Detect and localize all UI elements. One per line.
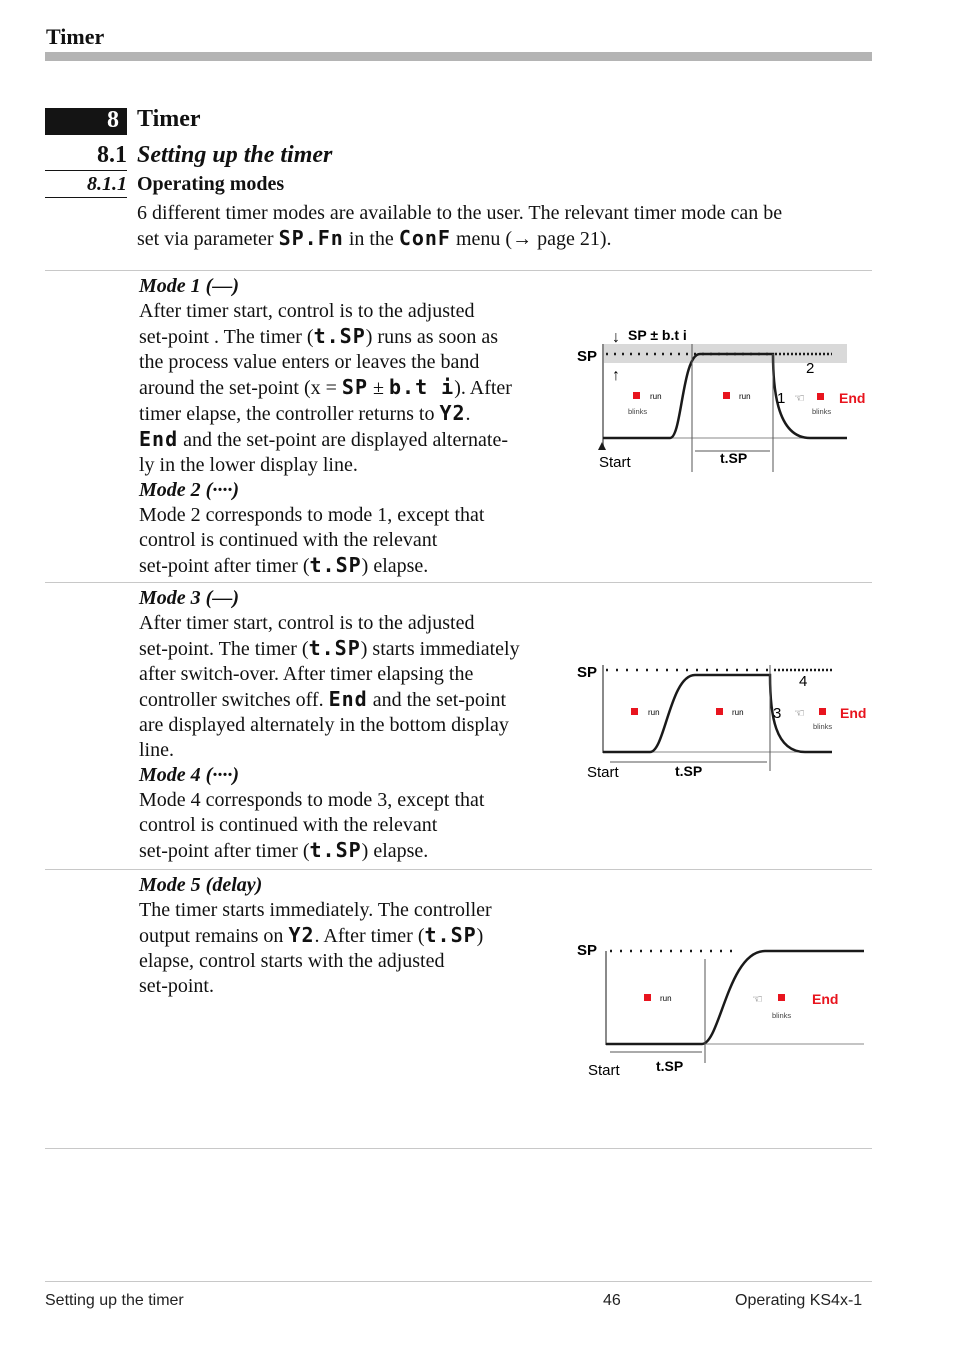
blinks-label: blinks [772,1011,792,1020]
param-spfn: SP.Fn [278,226,344,250]
chapter-number: 8 [45,108,127,133]
header-bar [45,52,872,61]
section-title: Setting up the timer [137,142,333,168]
text-line: elapse, control starts with the adjusted [139,950,445,972]
text-line: set-point after timer (t.SP) elapse. [139,838,429,862]
text-line: After timer start, control is to the adjusted [139,612,475,634]
divider [45,270,872,271]
hand-icon: ☜ [752,992,763,1006]
text-line: control is continued with the relevant [139,529,438,551]
text-line: after switch-over. After timer elapsing the [139,663,474,685]
start-label: Start [588,1062,620,1079]
end-led-icon [817,393,824,400]
text-line: around the set-point (x = SP ± b.t i). After [139,375,512,399]
band-arrow-down: ↓ [612,329,620,346]
marker-3: 3 [773,705,782,722]
text-line: control is continued with the relevant [139,814,438,836]
run-led-icon [631,708,638,715]
tsp-label: t.SP [720,450,748,466]
marker-1: 1 [777,390,786,407]
mode5-text [139,873,564,999]
mode12-diagram [570,322,870,474]
run-label: run [648,708,660,717]
footer-section: Setting up the timer [45,1292,184,1309]
end-display: End [840,705,867,721]
text-line: line. [139,739,174,761]
hand-icon: ☜ [794,391,805,405]
mode34-diagram [570,655,870,785]
text-line: the process value enters or leaves the band [139,351,480,373]
section-number: 8.1 [97,142,127,168]
mode4-heading: Mode 4 (····) [139,764,239,786]
text-line: timer elapse, the controller returns to Y2. [139,401,471,425]
mode5-diagram [570,935,870,1085]
intro-paragraph [137,201,872,252]
end-display: End [812,991,839,1007]
band-label: SP ± b.t i [628,327,687,343]
blinks-label: blinks [813,722,833,731]
marker-2: 2 [806,360,815,377]
text-line: Mode 2 corresponds to mode 1, except that [139,504,485,526]
intro-line-2 [137,226,872,252]
seg-end: End [139,427,179,451]
sp-label: SP [577,348,598,365]
text-line: set-point . The timer (t.SP) runs as soon as [139,324,498,348]
start-label: Start [587,764,619,781]
hand-icon: ☜ [794,706,805,720]
run-label: run [732,708,744,717]
text-line: After timer start, control is to the adjusted [139,300,475,322]
mode12-text [139,274,564,579]
seg-tsp: t.SP [424,923,477,947]
section-underline [45,170,127,171]
mode1-heading: Mode 1 (—) [139,275,239,297]
marker-4: 4 [799,673,808,690]
divider [45,869,872,870]
mode5-heading: Mode 5 (delay) [139,874,263,896]
tsp-label: t.SP [675,763,703,779]
mode3-heading: Mode 3 (—) [139,587,239,609]
text-line: End and the set-point are displayed alternate- [139,427,508,451]
run-led-icon [723,392,730,399]
subsection-title: Operating modes [137,173,285,195]
mode34-text [139,586,564,864]
text-line: output remains on Y2. After timer (t.SP) [139,923,484,947]
seg-tsp: t.SP [309,553,362,577]
sp-label: SP [577,942,598,959]
footer-rule [45,1281,872,1282]
footer-product: Operating KS4x-1 [735,1292,863,1309]
seg-tsp: t.SP [309,838,362,862]
run-label: run [739,392,751,401]
seg-y2: Y2 [439,401,466,425]
sp-label: SP [577,664,598,681]
intro-text: in the [348,228,394,250]
page-number: 46 [603,1292,621,1309]
chapter-underline [45,133,127,135]
run-led-icon [633,392,640,399]
end-display: End [839,390,866,406]
seg-sp: SP [341,375,368,399]
seg-end: End [328,687,368,711]
subsection-underline [45,197,127,198]
menu-conf: ConF [398,226,451,250]
run-label: run [650,392,662,401]
subsection-number: 8.1.1 [87,173,127,195]
intro-text: set via parameter [137,228,274,250]
intro-text: menu (→ page 21). [455,228,612,250]
start-arrow-icon [598,442,606,450]
text-line: Mode 4 corresponds to mode 3, except that [139,789,485,811]
chapter-title: Timer [137,106,201,132]
intro-line-1: 6 different timer modes are available to the user. The relevant timer mode can be [137,202,783,224]
seg-tsp: t.SP [308,636,361,660]
divider [45,1148,872,1149]
text-line: set-point. The timer (t.SP) starts immediately [139,636,520,660]
mode2-heading: Mode 2 (····) [139,479,239,501]
start-label: Start [599,454,631,471]
text-line: set-point. [139,975,214,997]
text-line: controller switches off. End and the set-point [139,687,507,711]
blinks-label: blinks [812,407,832,416]
text-line: The timer starts immediately. The controller [139,899,492,921]
tsp-label: t.SP [656,1058,684,1074]
blinks-label: blinks [628,407,648,416]
divider [45,582,872,583]
seg-y2: Y2 [288,923,315,947]
end-led-icon [778,994,785,1001]
run-led-icon [644,994,651,1001]
text-line: set-point after timer (t.SP) elapse. [139,553,429,577]
seg-bti: b.t i [388,375,455,399]
text-line: are displayed alternately in the bottom display [139,714,509,736]
seg-tsp: t.SP [313,324,366,348]
band-arrow-up: ↑ [612,367,620,384]
running-header: Timer [46,24,105,49]
run-label: run [660,994,672,1003]
end-led-icon [819,708,826,715]
text-line: ly in the lower display line. [139,454,358,476]
run-led-icon [716,708,723,715]
